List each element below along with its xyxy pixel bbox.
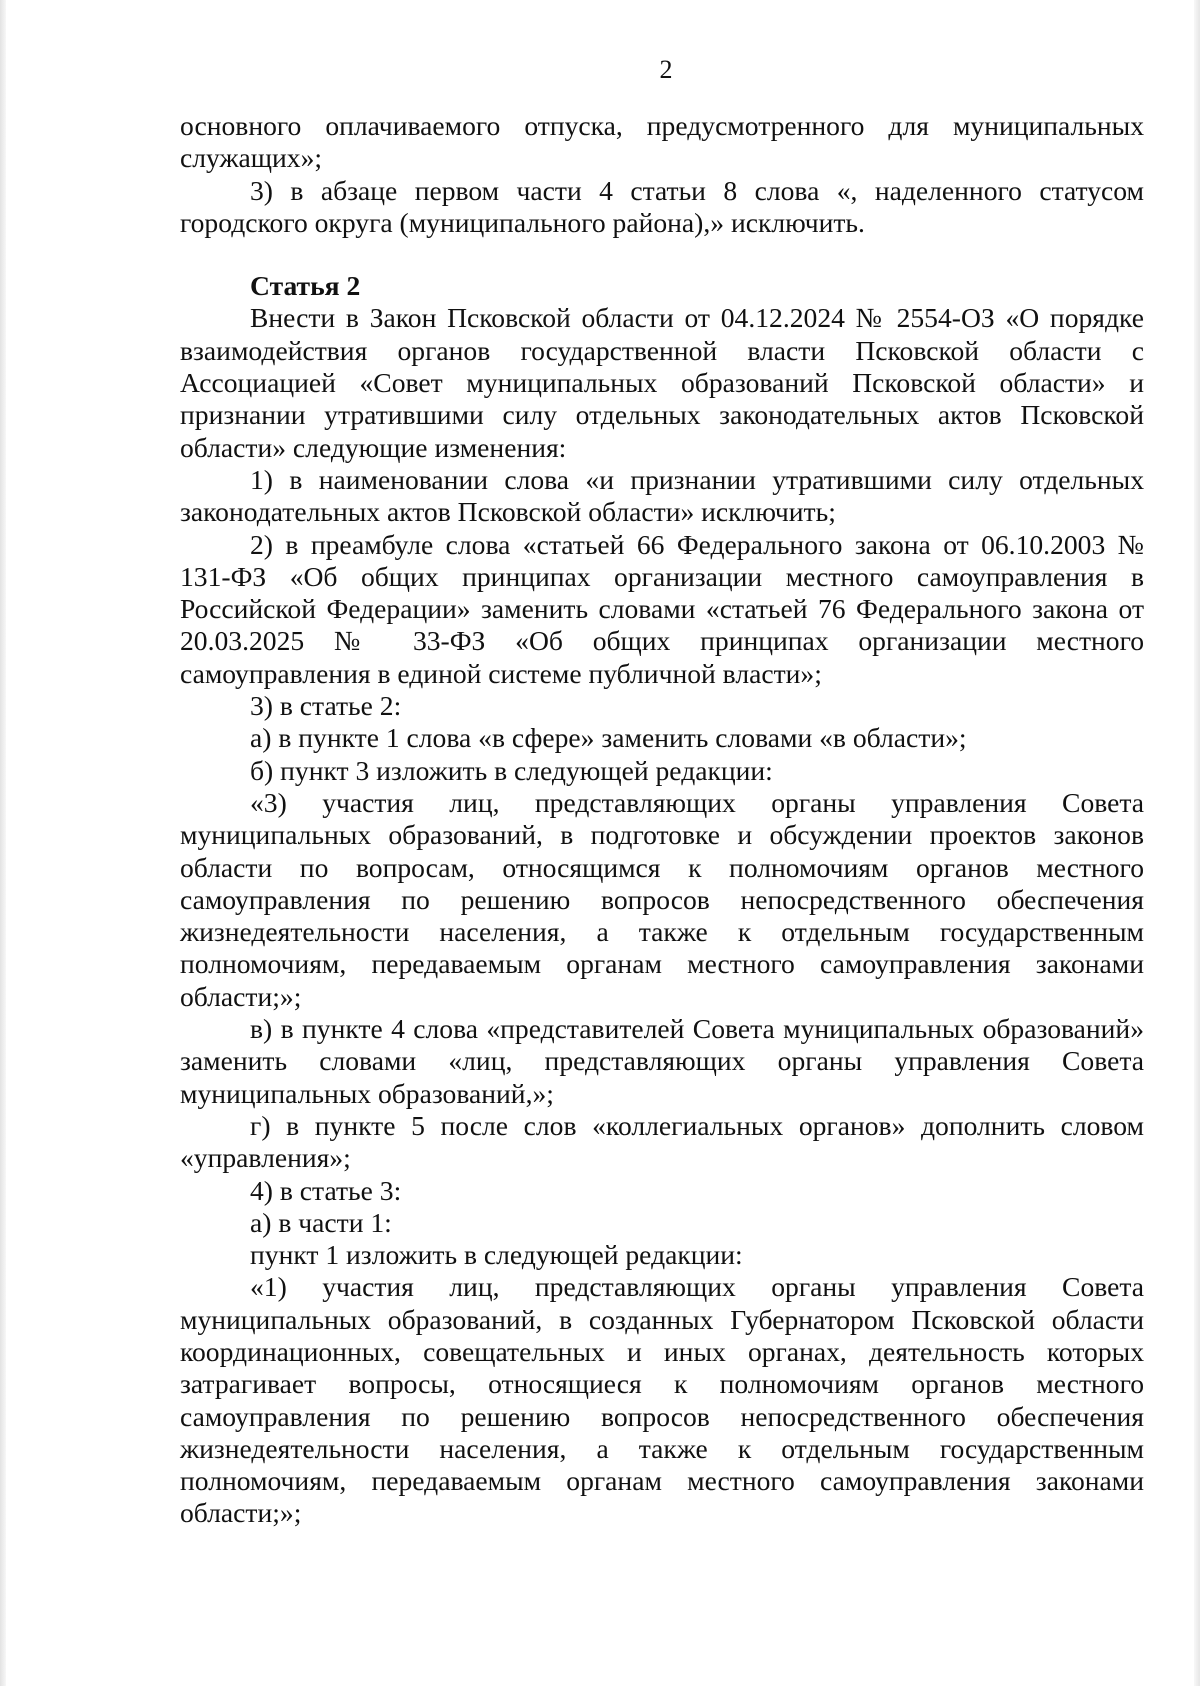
amendment-item-4: 4) в статье 3:: [250, 1174, 402, 1206]
amendment-item-3: 3) в статье 2:: [250, 690, 402, 722]
subitem-a: а) в пункте 1 слова «в сфере» заменить словами «в области»;: [250, 722, 967, 754]
page-number: 2: [659, 55, 673, 84]
paragraph-continuation: основного оплачиваемого отпуска, предусмотренного для муниципальных служащих»;: [180, 110, 1144, 174]
amendment-item-2: 2) в преамбуле слова «статьей 66 Федерального закона от 06.10.2003 № 131-ФЗ «Об общих принципах организации местного самоуправления в Российской Федерации» заменить словами «статьей 76 Федерального закона от 20.03.2025 № 33-ФЗ «Об общих принципах организации местного самоуправления в единой системе публичной власти»;: [180, 528, 1144, 689]
paragraph-item-3: 3) в абзаце первом части 4 статьи 8 слова «, наделенного статусом городского округа (муниципального района),» исключить.: [180, 174, 1144, 238]
subitem-g: г) в пункте 5 после слов «коллегиальных органов» дополнить словом «управления»;: [180, 1109, 1144, 1174]
subitem-v: в) в пункте 4 слова «представителей Совета муниципальных образований» заменить словами «лиц, представляющих органы управления Совета муниципальных образований,»;: [180, 1013, 1144, 1109]
amendment-item-1: 1) в наименовании слова «и признании утратившими силу отдельных законодательных актов Псковской области» исключить;: [180, 463, 1144, 528]
point-1-instruction: пункт 1 изложить в следующей редакции:: [250, 1239, 743, 1271]
document-body: [180, 110, 1144, 1530]
article-heading: Статья 2: [250, 270, 361, 302]
quoted-point-1: «1) участия лиц, представляющих органы управления Совета муниципальных образований, в созданных Губернатором Псковской области координационных, совещательных и иных органах, деятельность которых затрагивает вопросы, относящиеся к полномочиям органов местного самоуправления по решению вопросов непосредственного обеспечения жизнедеятельности населения, а также к отдельным государственным полномочиям, передаваемым органам местного самоуправления законами области;»;: [180, 1271, 1144, 1529]
subitem-a-part-1: а) в части 1:: [250, 1206, 392, 1238]
scan-edge-right: [1194, 0, 1200, 1686]
article-intro-paragraph: Внести в Закон Псковской области от 04.12.2024 № 2554-ОЗ «О порядке взаимодействия органов государственной власти Псковской области с Ассоциацией «Совет муниципальных образований Псковской области» и признании утратившими силу отдельных законодательных актов Псковской области» следующие изменения:: [180, 302, 1144, 463]
subitem-b: б) пункт 3 изложить в следующей редакции:: [250, 754, 773, 786]
scan-edge-left: [0, 0, 6, 1686]
quoted-point-3: «3) участия лиц, представляющих органы управления Совета муниципальных образований, в подготовке и обсуждении проектов законов области по вопросам, относящимся к полномочиям органов местного самоуправления по решению вопросов непосредственного обеспечения жизнедеятельности населения, а также к отдельным государственным полномочиям, передаваемым органам местного самоуправления законами области;»;: [180, 786, 1144, 1012]
